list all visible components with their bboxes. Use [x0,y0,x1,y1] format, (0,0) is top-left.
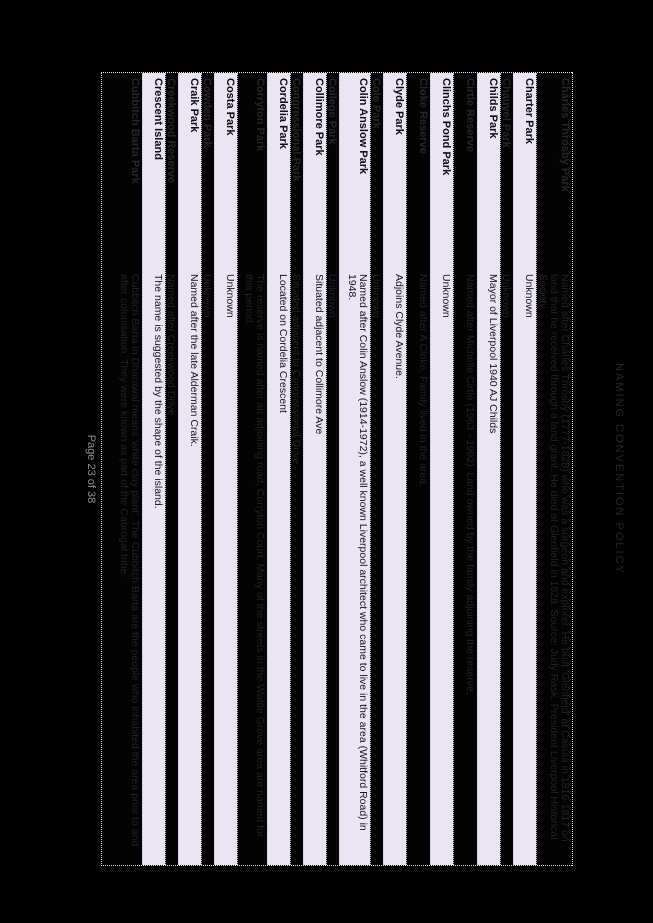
park-description-cell: Named after Michelle Cirtle (1963 - 1992). Land owned by the family adjoining the reserve. [464,274,476,695]
table-row [339,73,370,865]
park-description-cell: The reserve is named after an adjoining road, Corryton Court. Many of the streets in the Wattle Grove area are named for this period. [243,274,266,838]
park-description-cell: Unknown [500,274,512,318]
park-name-cell: Cubbitch Barta Park [129,78,141,184]
table-row [536,73,572,865]
park-name-cell: Creekwood Reserve [165,78,177,184]
park-description-cell: Mayor of Liverpool 1940 AJ Childs [487,274,499,434]
table-row [430,73,453,865]
park-names-table [101,72,573,866]
park-description-cell: Named after Charles Throsby (1777-1828) who was a surgeon and explorer. He built 'Glenfield' at Casula in 1816-1817 on land that he received through a land grant. He died at Glenfield in 1828. Source: Judy Rask, President Liverpool Historical Society. [537,274,571,842]
park-name-cell: Charles Throsby Park [559,78,571,192]
table-row [453,73,477,865]
park-name-cell: Corryton Park [254,78,266,152]
park-description-cell: Named after A Cloke. Family lived in the area. [417,274,429,488]
park-description-cell: Unknown [326,274,338,318]
park-description-cell: Unknown [440,274,452,318]
document-title: NAMING CONVENTION POLICY [613,363,625,575]
park-name-cell: Charter Park [523,78,535,145]
table-row [178,73,201,865]
table-row [383,73,406,865]
park-name-cell: Chauvel Park [500,78,512,148]
park-name-cell: Costa Park [224,78,236,136]
table-row [513,73,536,865]
park-name-cell: Cole Park [370,78,382,129]
park-name-cell: Cirtle Reserve [464,78,476,152]
park-description-cell: Unknown [523,274,535,318]
table-row [102,73,142,865]
table-row [237,73,267,865]
park-name-cell: Crescent Island [152,78,164,160]
park-name-cell: Congressional Park [290,78,302,182]
park-description-cell: Situated adjacent to Collimore Ave [313,274,325,435]
park-name-cell: Cowden Park [201,78,213,148]
park-name-cell: Cloke Reserve [417,78,429,154]
park-description-cell: Named after Colin Anslow (1914-1972), a well known Liverpool architect who came to live in the area (Whitford Road) in 1948. [346,274,369,831]
park-description-cell: Named after Creekwood Drive [165,274,177,416]
park-name-cell: Clinchs Pond Park [440,78,452,176]
table-row [165,73,178,865]
table-row [326,73,339,865]
table-row [370,73,383,865]
table-row [303,73,326,865]
park-description-cell: Situated adjacent to Congressional Drive [290,274,302,465]
park-description-cell: The name is suggested by the shape of the island. [152,274,164,509]
table-row [267,73,290,865]
park-name-cell: Craik Park [188,78,200,133]
document-page [72,72,647,866]
park-name-cell: College Park [326,78,338,145]
park-description-cell: Located on Cordelia Crescent [277,274,289,413]
table-row [290,73,303,865]
page-number: Page 23 of 38 [85,434,97,504]
park-name-cell: Collimore Park [313,78,325,156]
park-description-cell: Unknown [201,274,213,318]
park-name-cell: Cordelia Park [277,78,289,149]
table-row [477,73,500,865]
park-description-cell: Unknown [224,274,236,318]
table-row [214,73,237,865]
table-row [201,73,214,865]
park-name-cell: Colin Anslow Park [357,78,369,175]
park-description-cell: Cubbitch Barta in Dharawal means 'white clay plant'. The Cubbitch Barta are the people who inhabited the area prior to and after colonisation. They were known as part of the Cabrogal tribe. [118,274,141,847]
table-row [500,73,513,865]
table-row [406,73,430,865]
park-description-cell: Unknown [370,274,382,318]
table-row [142,73,165,865]
park-name-cell: Clyde Park [393,78,405,135]
park-description-cell: Named after the late Alderman Craik. [188,274,200,447]
park-name-cell: Childs Park [487,78,499,139]
park-description-cell: Adjoins Clyde Avenue. [393,274,405,379]
